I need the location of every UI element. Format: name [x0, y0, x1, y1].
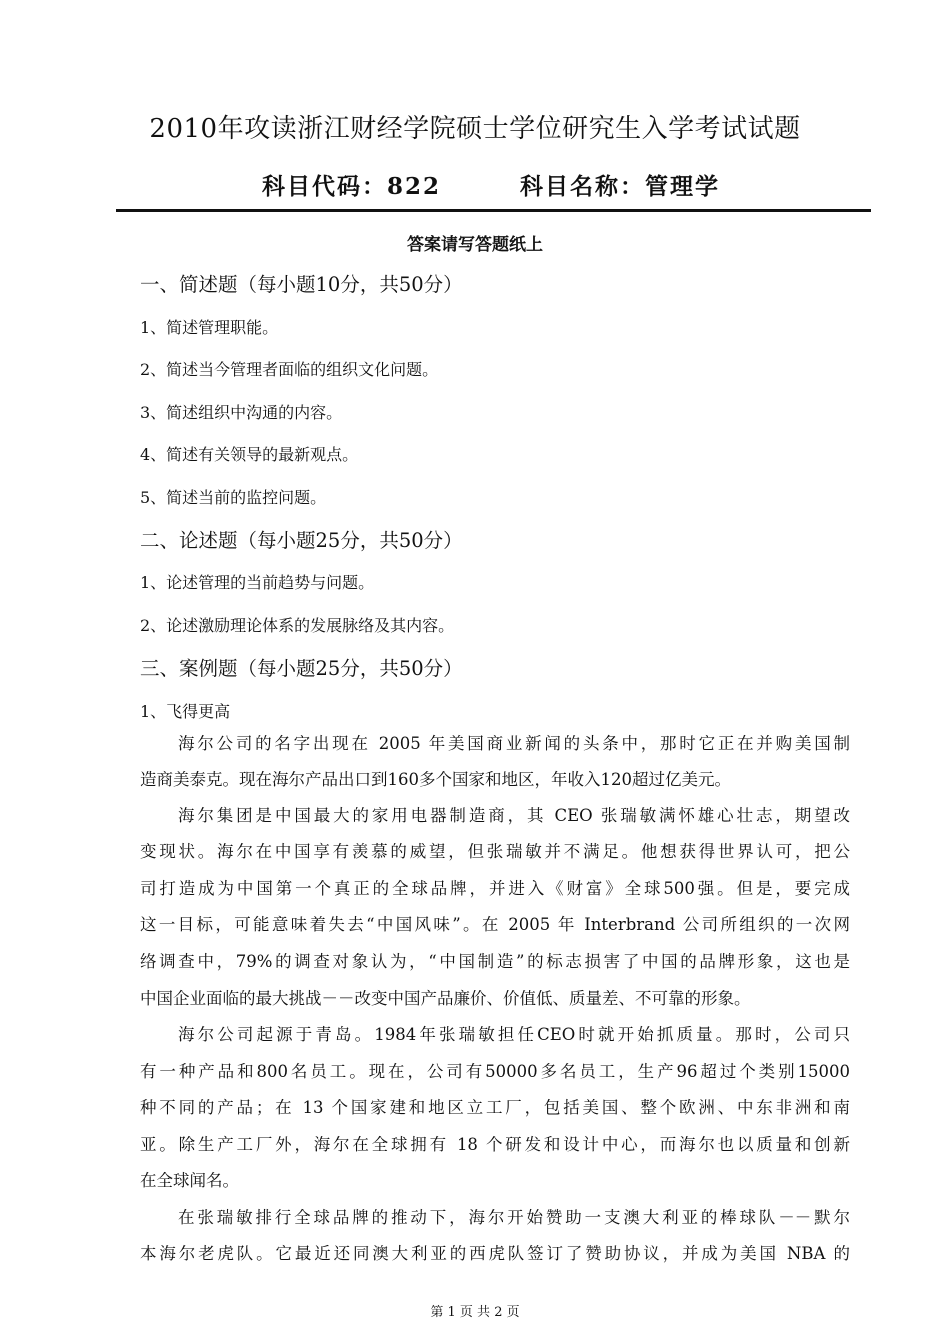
- header-divider: [116, 209, 871, 212]
- question-item: 3、简述组织中沟通的内容。: [140, 403, 343, 422]
- section-heading: 二、论述题（每小题25分，共50分）: [140, 529, 463, 552]
- question-item: 1、简述管理职能。: [140, 318, 279, 337]
- question-item: 1、论述管理的当前趋势与问题。: [140, 573, 375, 592]
- question-item: 2、简述当今管理者面临的组织文化问题。: [140, 360, 439, 379]
- page-title: 2010年攻读浙江财经学院硕士学位研究生入学考试试题: [149, 114, 801, 144]
- case-text-line: 有一种产品和800名员工。现在，公司有50000多名员工，生产96超过个类别15000: [140, 1062, 850, 1081]
- page-footer: 第 1 页 共 2 页: [430, 1305, 520, 1320]
- case-text-line: 造商美泰克。现在海尔产品出口到160多个国家和地区，年收入120超过亿美元。: [140, 770, 731, 789]
- question-item: 1、飞得更高: [140, 702, 231, 721]
- case-text-line: 本海尔老虎队。它最近还同澳大利亚的西虎队签订了赞助协议，并成为美国 NBA 的: [140, 1244, 850, 1263]
- section-heading: 三、案例题（每小题25分，共50分）: [140, 657, 463, 680]
- case-text-line: 这一目标，可能意味着失去“中国风味”。在 2005 年 Interbrand 公司所组织的一次网: [140, 915, 850, 934]
- answer-note: 答案请写答题纸上: [407, 235, 543, 255]
- case-text-line: 络调查中，79%的调查对象认为，“中国制造”的标志损害了中国的品牌形象，这也是: [140, 952, 850, 971]
- case-text-line: 司打造成为中国第一个真正的全球品牌，并进入《财富》全球500强。但是，要完成: [140, 879, 850, 898]
- question-item: 5、简述当前的监控问题。: [140, 488, 327, 507]
- case-text-line: 种不同的产品；在 13 个国家建和地区立工厂，包括美国、整个欧洲、中东非洲和南: [140, 1098, 850, 1117]
- case-text-line: 海尔公司起源于青岛。1984年张瑞敏担任CEO时就开始抓质量。那时，公司只: [178, 1025, 850, 1044]
- subject-name: 科目名称：管理学: [520, 173, 720, 200]
- section-heading: 一、简述题（每小题10分，共50分）: [140, 273, 463, 296]
- case-text-line: 在张瑞敏排行全球品牌的推动下，海尔开始赞助一支澳大利亚的棒球队－－默尔: [178, 1208, 850, 1227]
- case-text-line: 海尔公司的名字出现在 2005 年美国商业新闻的头条中，那时它正在并购美国制: [178, 734, 850, 753]
- subject-code: 科目代码：822: [262, 173, 442, 200]
- case-text-line: 变现状。海尔在中国享有羡慕的威望，但张瑞敏并不满足。他想获得世界认可，把公: [140, 842, 850, 861]
- case-text-line: 中国企业面临的最大挑战－－改变中国产品廉价、价值低、质量差、不可靠的形象。: [140, 989, 751, 1008]
- question-item: 4、简述有关领导的最新观点。: [140, 445, 359, 464]
- question-item: 2、论述激励理论体系的发展脉络及其内容。: [140, 616, 455, 635]
- case-text-line: 在全球闻名。: [140, 1171, 239, 1190]
- case-text-line: 亚。除生产工厂外，海尔在全球拥有 18 个研发和设计中心，而海尔也以质量和创新: [140, 1135, 850, 1154]
- case-text-line: 海尔集团是中国最大的家用电器制造商，其 CEO 张瑞敏满怀雄心壮志，期望改: [178, 806, 850, 825]
